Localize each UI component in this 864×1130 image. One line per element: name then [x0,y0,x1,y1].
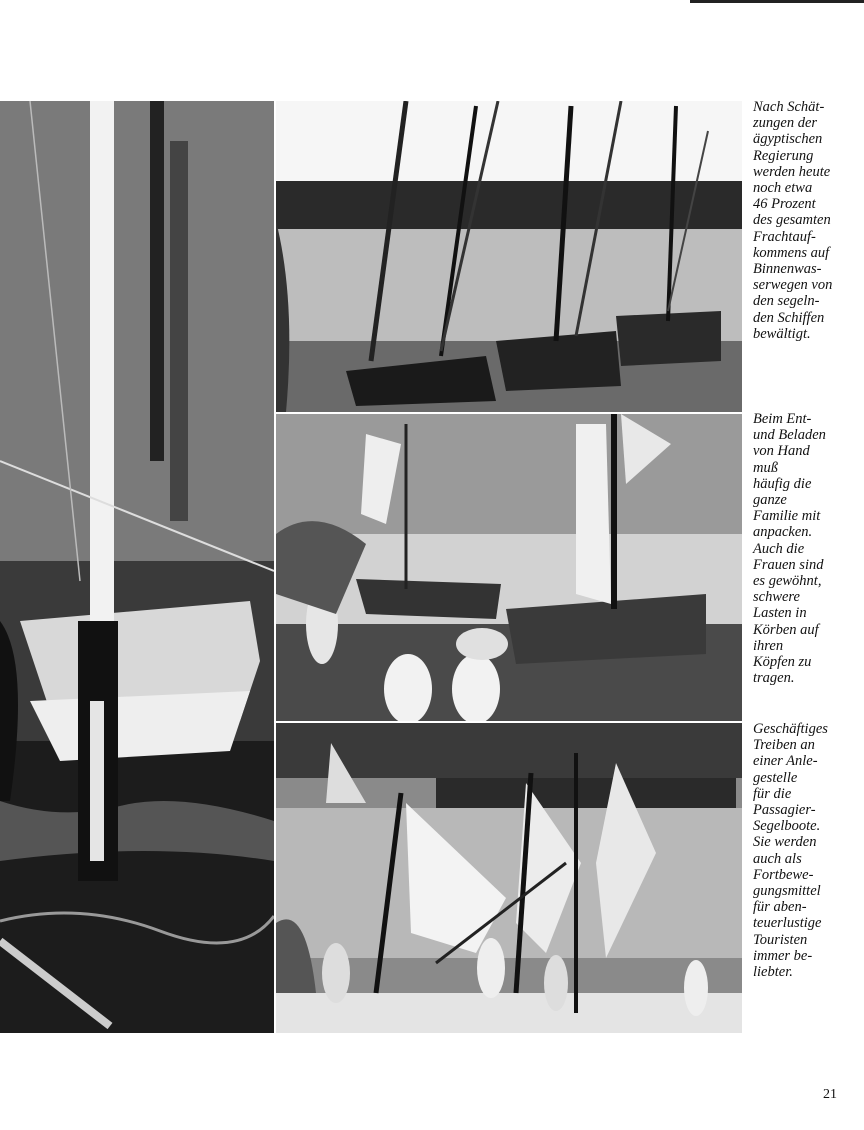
top-rule [690,0,864,3]
photo-moored-sailboats [276,101,742,412]
photo-boat-hull-closeup [0,101,274,1033]
caption-landing-stage: Geschäftiges Treiben an einer Anle- gestelle für die Passagier- Segelboote. Sie werden auch als Fortbewe- gungsmittel für aben- teuerlustige Touristen immer be- liebter. [753,721,828,981]
page-number: 21 [823,1087,837,1102]
photo-landing-stage [276,723,742,1033]
caption-loading-by-hand: Beim Ent- und Beladen von Hand muß häufig die ganze Familie mit anpacken. Auch die Frauen sind es gewöhnt, schwere Lasten in Körben auf ihren Köpfen zu tragen. [753,411,826,687]
photo-loading-boats [276,414,742,721]
caption-freight-share: Nach Schät- zungen der ägyptischen Regierung werden heute noch etwa 46 Prozent des gesamten Frachtauf- kommens auf Binnenwas- serwegen von den segeln- den Schiffen bewältigt. [753,99,833,342]
